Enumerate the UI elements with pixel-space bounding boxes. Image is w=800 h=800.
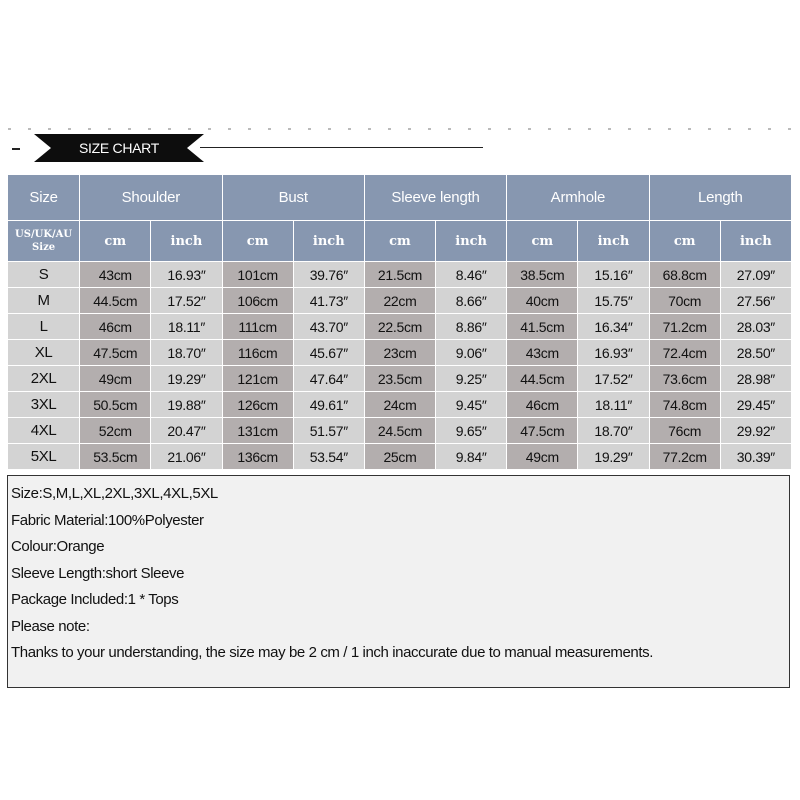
inch-value: 53.54″ (293, 444, 364, 470)
dot (708, 128, 711, 130)
inch-value: 19.88″ (151, 392, 222, 418)
table-row (8, 262, 792, 288)
info-line-sizes: Size:S,M,L,XL,2XL,3XL,4XL,5XL (11, 485, 218, 502)
dot (768, 128, 771, 130)
inch-value: 45.67″ (293, 340, 364, 366)
unit-header: cm (649, 221, 720, 262)
cm-value: 47.5cm (507, 418, 578, 444)
cm-value: 52cm (80, 418, 151, 444)
inch-value: 18.70″ (151, 340, 222, 366)
region-size-label: US/UK/AU Size (8, 221, 80, 262)
inch-value: 29.45″ (720, 392, 791, 418)
cm-value: 72.4cm (649, 340, 720, 366)
cm-value: 70cm (649, 288, 720, 314)
product-info-box (7, 475, 790, 688)
cm-value: 101cm (222, 262, 293, 288)
size-chart-header (10, 130, 480, 166)
cm-value: 25cm (364, 444, 435, 470)
unit-header-row (8, 221, 792, 262)
dot (628, 128, 631, 130)
table-row (8, 392, 792, 418)
dot (508, 128, 511, 130)
dot (728, 128, 731, 130)
size-label: M (8, 288, 80, 314)
info-line-package: Package Included:1 * Tops (11, 591, 179, 608)
unit-header: inch (151, 221, 222, 262)
inch-value: 16.34″ (578, 314, 649, 340)
cm-value: 23.5cm (364, 366, 435, 392)
inch-value: 29.92″ (720, 418, 791, 444)
unit-header: inch (436, 221, 507, 262)
inch-value: 18.11″ (578, 392, 649, 418)
inch-value: 18.70″ (578, 418, 649, 444)
cm-value: 38.5cm (507, 262, 578, 288)
cm-value: 68.8cm (649, 262, 720, 288)
size-label: XL (8, 340, 80, 366)
cm-value: 126cm (222, 392, 293, 418)
inch-value: 21.06″ (151, 444, 222, 470)
cm-value: 136cm (222, 444, 293, 470)
inch-value: 19.29″ (151, 366, 222, 392)
cm-value: 43cm (80, 262, 151, 288)
cm-value: 24.5cm (364, 418, 435, 444)
dot (608, 128, 611, 130)
table-row (8, 314, 792, 340)
cm-value: 22.5cm (364, 314, 435, 340)
cm-value: 40cm (507, 288, 578, 314)
size-label: 5XL (8, 444, 80, 470)
inch-value: 30.39″ (720, 444, 791, 470)
inch-value: 43.70″ (293, 314, 364, 340)
group-header-shoulder: Shoulder (80, 175, 222, 221)
inch-value: 9.06″ (436, 340, 507, 366)
inch-value: 28.50″ (720, 340, 791, 366)
inch-value: 9.65″ (436, 418, 507, 444)
inch-value: 9.84″ (436, 444, 507, 470)
cm-value: 46cm (80, 314, 151, 340)
table-row (8, 288, 792, 314)
inch-value: 19.29″ (578, 444, 649, 470)
cm-value: 76cm (649, 418, 720, 444)
inch-value: 27.56″ (720, 288, 791, 314)
unit-header: cm (364, 221, 435, 262)
inch-value: 41.73″ (293, 288, 364, 314)
group-header-length: Length (649, 175, 791, 221)
cm-value: 121cm (222, 366, 293, 392)
size-label: S (8, 262, 80, 288)
cm-value: 21.5cm (364, 262, 435, 288)
cm-value: 41.5cm (507, 314, 578, 340)
info-line-note: Thanks to your understanding, the size may be 2 cm / 1 inch inaccurate due to manual measurements. (11, 644, 653, 661)
size-column-header: Size (8, 175, 80, 221)
dot (568, 128, 571, 130)
dot (668, 128, 671, 130)
cm-value: 111cm (222, 314, 293, 340)
inch-value: 49.61″ (293, 392, 364, 418)
unit-header: cm (507, 221, 578, 262)
table-row (8, 340, 792, 366)
cm-value: 24cm (364, 392, 435, 418)
cm-value: 50.5cm (80, 392, 151, 418)
header-dash (12, 148, 20, 150)
cm-value: 106cm (222, 288, 293, 314)
inch-value: 9.45″ (436, 392, 507, 418)
unit-header: cm (80, 221, 151, 262)
table-row (8, 366, 792, 392)
inch-value: 47.64″ (293, 366, 364, 392)
inch-value: 28.98″ (720, 366, 791, 392)
inch-value: 51.57″ (293, 418, 364, 444)
unit-header: cm (222, 221, 293, 262)
dot (648, 128, 651, 130)
info-line-fabric: Fabric Material:100%Polyester (11, 511, 204, 529)
inch-value: 18.11″ (151, 314, 222, 340)
cm-value: 49cm (507, 444, 578, 470)
unit-header: inch (578, 221, 649, 262)
cm-value: 53.5cm (80, 444, 151, 470)
group-header-bust: Bust (222, 175, 364, 221)
cm-value: 131cm (222, 418, 293, 444)
cm-value: 49cm (80, 366, 151, 392)
size-label: 3XL (8, 392, 80, 418)
dot (688, 128, 691, 130)
unit-header: inch (720, 221, 791, 262)
info-line-sleeve: Sleeve Length:short Sleeve (11, 564, 185, 582)
inch-value: 28.03″ (720, 314, 791, 340)
cm-value: 71.2cm (649, 314, 720, 340)
cm-value: 47.5cm (80, 340, 151, 366)
inch-value: 17.52″ (578, 366, 649, 392)
header-rule (200, 147, 483, 148)
inch-value: 8.46″ (436, 262, 507, 288)
inch-value: 15.16″ (578, 262, 649, 288)
size-label: L (8, 314, 80, 340)
inch-value: 16.93″ (578, 340, 649, 366)
header-title: SIZE CHART (79, 140, 159, 156)
cm-value: 44.5cm (80, 288, 151, 314)
dot (748, 128, 751, 130)
group-header-sleeve-length: Sleeve length (364, 175, 506, 221)
cm-value: 23cm (364, 340, 435, 366)
cm-value: 22cm (364, 288, 435, 314)
cm-value: 44.5cm (507, 366, 578, 392)
cm-value: 46cm (507, 392, 578, 418)
cm-value: 73.6cm (649, 366, 720, 392)
info-line-note-title: Please note: (11, 617, 90, 635)
inch-value: 15.75″ (578, 288, 649, 314)
cm-value: 116cm (222, 340, 293, 366)
dot (488, 128, 491, 130)
unit-header: inch (293, 221, 364, 262)
info-line-colour: Colour:Orange (11, 538, 105, 555)
inch-value: 8.86″ (436, 314, 507, 340)
inch-value: 39.76″ (293, 262, 364, 288)
dot (548, 128, 551, 130)
size-rows (8, 262, 792, 470)
size-label: 2XL (8, 366, 80, 392)
dot (528, 128, 531, 130)
size-table (7, 174, 792, 470)
inch-value: 9.25″ (436, 366, 507, 392)
dot (588, 128, 591, 130)
size-label: 4XL (8, 418, 80, 444)
cm-value: 74.8cm (649, 392, 720, 418)
group-header-armhole: Armhole (507, 175, 649, 221)
cm-value: 43cm (507, 340, 578, 366)
inch-value: 17.52″ (151, 288, 222, 314)
cm-value: 77.2cm (649, 444, 720, 470)
dot (788, 128, 791, 130)
table-row (8, 444, 792, 470)
inch-value: 20.47″ (151, 418, 222, 444)
inch-value: 8.66″ (436, 288, 507, 314)
group-header-row (8, 175, 792, 221)
inch-value: 27.09″ (720, 262, 791, 288)
table-row (8, 418, 792, 444)
inch-value: 16.93″ (151, 262, 222, 288)
